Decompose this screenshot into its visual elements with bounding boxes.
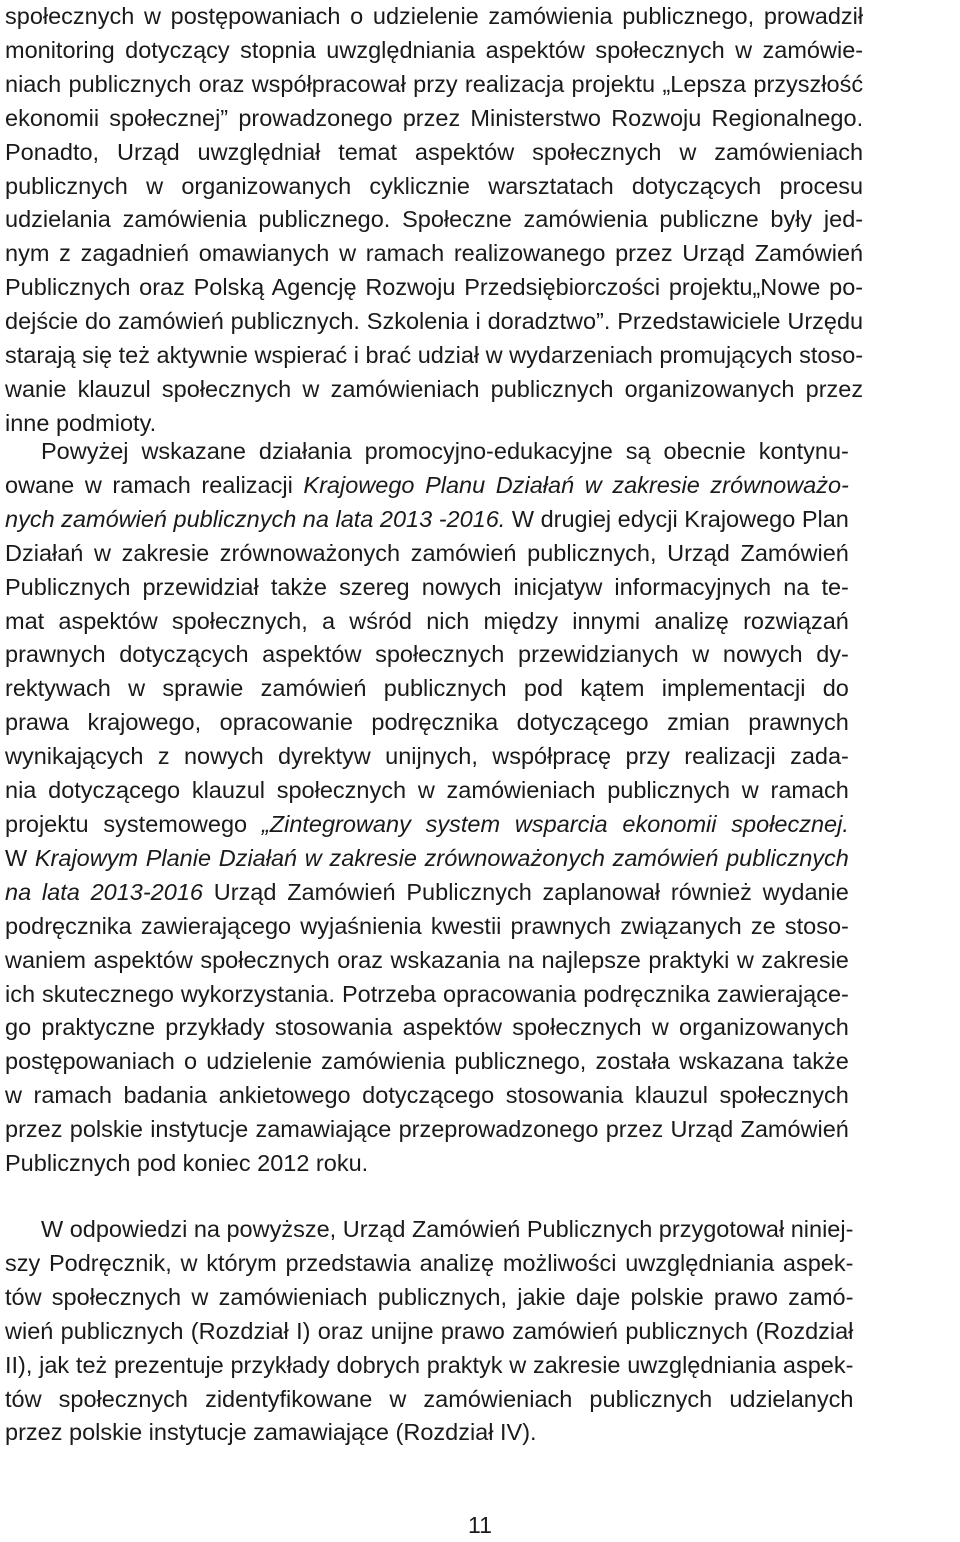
- text-line: udzielania zamówienia publicznego. Społeczne zamówienia publiczne były jed-: [5, 206, 864, 233]
- text-line: przez polskie instytucje zamawiające przeprowadzonego przez Urząd Zamówień: [5, 1116, 849, 1143]
- text-line: Publicznych przewidział także szereg nowych inicjatyw informacyjnych na te-: [5, 573, 849, 600]
- italic-title: „Zintegrowany system wsparcia ekonomii społecznej.: [261, 810, 849, 837]
- text-line: ich skutecznego wykorzystania. Potrzeba opracowania podręcznika zawierające-: [5, 980, 849, 1007]
- text-line: społecznych w postępowaniach o udzielenie zamówienia publicznego, prowadził: [5, 3, 864, 29]
- text-line: [5, 808, 849, 842]
- text-line: rektywach w sprawie zamówień publicznych pod kątem implementacji do: [5, 675, 849, 702]
- text-run: W: [5, 844, 35, 871]
- text-line: ekonomii społecznej” prowadzonego przez Ministerstwo Rozwoju Regionalnego.: [5, 104, 864, 131]
- text-line: wanie klauzul społecznych w zamówieniach publicznych organizowanych przez: [5, 375, 864, 402]
- italic-title: Krajowym Planie Działań w zakresie zrównoważonych zamówień publicznych: [34, 844, 849, 871]
- paragraph-2: [5, 435, 849, 1181]
- text-line: szy Podręcznik, w którym przedstawia analizę możliwości uwzględniania aspek-: [5, 1249, 854, 1276]
- text-line: [5, 842, 849, 876]
- text-line: Ponadto, Urząd uwzględniał temat aspektów społecznych w zamówieniach: [5, 138, 864, 165]
- text-run: W drugiej edycji Krajowego Plan: [505, 505, 849, 532]
- text-line: II), jak też prezentuje przykłady dobrych praktyk w zakresie uwzględniania aspek-: [5, 1351, 854, 1378]
- text-line: mat aspektów społecznych, a wśród nich między innymi analizę rozwiązań: [5, 607, 849, 634]
- text-line: go praktyczne przykłady stosowania aspektów społecznych w organizowanych: [5, 1014, 849, 1041]
- text-line: prawnych dotyczących aspektów społecznych przewidzianych w nowych dy-: [5, 641, 849, 668]
- text-line: monitoring dotyczący stopnia uwzględniania aspektów społecznych w zamówie-: [5, 36, 864, 63]
- text-line: nia dotyczącego klauzul społecznych w zamówieniach publicznych w ramach: [5, 777, 849, 804]
- text-line: publicznych w organizowanych cyklicznie warsztatach dotyczących procesu: [5, 172, 864, 199]
- text-line: wień publicznych (Rozdział I) oraz unijne prawo zamówień publicznych (Rozdział: [5, 1317, 854, 1344]
- text-line: Publicznych pod koniec 2012 roku.: [5, 1150, 369, 1177]
- text-run: Urząd Zamówień Publicznych zaplanował również wydanie: [202, 878, 849, 905]
- text-line: wynikających z nowych dyrektyw unijnych, współpracę przy realizacji zada-: [5, 743, 849, 770]
- text-line: Powyżej wskazane działania promocyjno-edukacyjne są obecnie kontynu-: [41, 438, 849, 464]
- page-number: 11: [468, 1512, 492, 1538]
- text-line: postępowaniach o udzielenie zamówienia publicznego, została wskazana także: [5, 1048, 849, 1075]
- text-line: [5, 503, 849, 537]
- text-line: prawa krajowego, opracowanie podręcznika dotyczącego zmian prawnych: [5, 709, 849, 736]
- text-line: Działań w zakresie zrównoważonych zamówień publicznych, Urząd Zamówień: [5, 539, 849, 566]
- text-line: nym z zagadnień omawianych w ramach realizowanego przez Urząd Zamówień: [5, 240, 864, 267]
- text-run: projektu systemowego: [5, 810, 262, 837]
- text-line: dejście do zamówień publicznych. Szkolenia i doradztwo”. Przedstawiciele Urzędu: [5, 308, 864, 335]
- text-line: [5, 469, 849, 503]
- italic-title: Krajowego Planu Działań w zakresie zrównoważo-: [303, 471, 849, 498]
- italic-title: na lata 2013-2016: [5, 878, 203, 905]
- text-line: w ramach badania ankietowego dotyczącego stosowania klauzul społecznych: [5, 1082, 849, 1109]
- text-line: [5, 876, 849, 910]
- paragraph-3: [5, 1213, 853, 1450]
- text-line: inne podmioty.: [5, 409, 157, 436]
- text-line: tów społecznych zidentyfikowane w zamówieniach publicznych udzielanych: [5, 1385, 854, 1412]
- text-line: waniem aspektów społecznych oraz wskazania na najlepsze praktyki w zakresie: [5, 946, 849, 973]
- text-line: W odpowiedzi na powyższe, Urząd Zamówień Publicznych przygotował niniej-: [41, 1216, 854, 1242]
- text-line: przez polskie instytucje zamawiające (Rozdział IV).: [5, 1419, 537, 1446]
- text-line: tów społecznych w zamówieniach publicznych, jakie daje polskie prawo zamó-: [5, 1283, 854, 1310]
- text-run: owane w ramach realizacji: [5, 471, 304, 498]
- text-line: Publicznych oraz Polską Agencję Rozwoju Przedsiębiorczości projektu„Nowe po-: [5, 274, 864, 301]
- text-line: starają się też aktywnie wspierać i brać udział w wydarzeniach promujących stoso-: [5, 342, 864, 369]
- italic-title: nych zamówień publicznych na lata 2013 -2016.: [5, 505, 506, 532]
- paragraph-1: [5, 0, 863, 441]
- text-line: podręcznika zawierającego wyjaśnienia kwestii prawnych związanych ze stoso-: [5, 912, 849, 939]
- text-line: niach publicznych oraz współpracował przy realizacja projektu „Lepsza przyszłość: [5, 70, 864, 97]
